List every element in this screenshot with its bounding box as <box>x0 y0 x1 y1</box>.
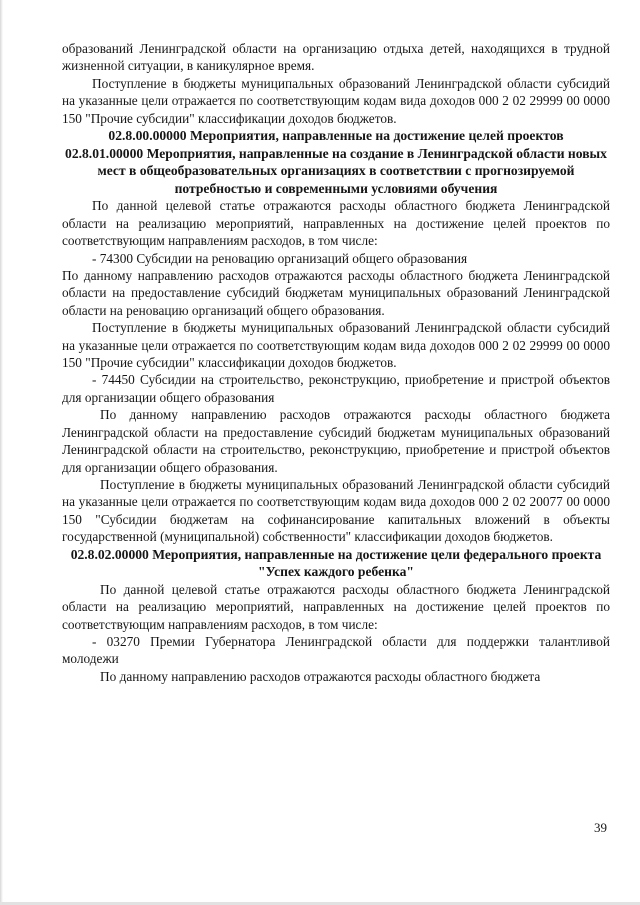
page-number: 39 <box>594 820 607 835</box>
list-item-74450: - 74450 Субсидии на строительство, реконструкцию, приобретение и пристрой объектов для организации общего образования <box>62 372 610 405</box>
paragraph-74450-description: По данному направлению расходов отражаются расходы областного бюджета Ленинградской области на предоставление субсидий бюджетам муниципальных образований Ленинградской области на строительство, реконструкцию, приобретение и пристрой объектов для организации общего образования. <box>62 407 610 475</box>
scan-edge-left <box>0 0 3 905</box>
document-body <box>62 40 610 685</box>
paragraph-continuation: образований Ленинградской области на организацию отдыха детей, находящихся в трудной жизненной ситуации, в каникулярное время. <box>62 41 610 74</box>
list-item-03270: - 03270 Премии Губернатора Ленинградской области для поддержки талантливой молодежи <box>62 633 610 667</box>
section-heading-02-8-01: 02.8.01.00000 Мероприятия, направленные на создание в Ленинградской области новых мест в общеобразовательных организациях в соответствии с прогнозируемой потребностью и современными условиями обучения <box>65 145 607 196</box>
paragraph-target-article: По данной целевой статье отражаются расходы областного бюджета Ленинградской области на реализацию мероприятий, направленных на достижение целей проектов по соответствующим направлениям расходов, в том числе: <box>62 198 610 249</box>
section-heading-02-8-02: 02.8.02.00000 Мероприятия, направленные на достижение цели федерального проекта "Успех каждого ребенка" <box>70 546 602 580</box>
section-heading-02-8-00: 02.8.00.00000 Мероприятия, направленные на достижение целей проектов <box>108 128 564 144</box>
paragraph-target-article-2: По данной целевой статье отражаются расходы областного бюджета Ленинградской области на реализацию мероприятий, направленных на достижение целей проектов по соответствующим направлениям расходов, в том числе: <box>62 581 610 632</box>
list-item-74300: - 74300 Субсидии на реновацию организаций общего образования <box>92 250 468 266</box>
paragraph-03270-description: По данному направлению расходов отражаются расходы областного бюджета <box>100 668 541 684</box>
paragraph-income-receipt: Поступление в бюджеты муниципальных образований Ленинградской области субсидий на указанные цели отражается по соответствующим кодам вида доходов 000 2 02 29999 00 0000 150 "Прочие субсидии" классификации доходов бюджетов. <box>62 75 610 126</box>
paragraph-74300-receipt: Поступление в бюджеты муниципальных образований Ленинградской области субсидий на указанные цели отражается по соответствующим кодам вида доходов 000 2 02 29999 00 0000 150 "Прочие субсидии" классификации доходов бюджетов. <box>62 320 610 371</box>
paragraph-74450-receipt: Поступление в бюджеты муниципальных образований Ленинградской области субсидий на указанные цели отражается по соответствующим кодам вида доходов 000 2 02 20077 00 0000 150 "Субсидии бюджетам на софинансирование капитальных вложений в объекты государственной (муниципальной) собственности" классификации доходов бюджетов. <box>62 476 610 545</box>
paragraph-74300-description: По данному направлению расходов отражаются расходы областного бюджета Ленинградской области на предоставление субсидий бюджетам муниципальных образований Ленинградской области на реновацию организаций общего образования. <box>62 268 610 318</box>
